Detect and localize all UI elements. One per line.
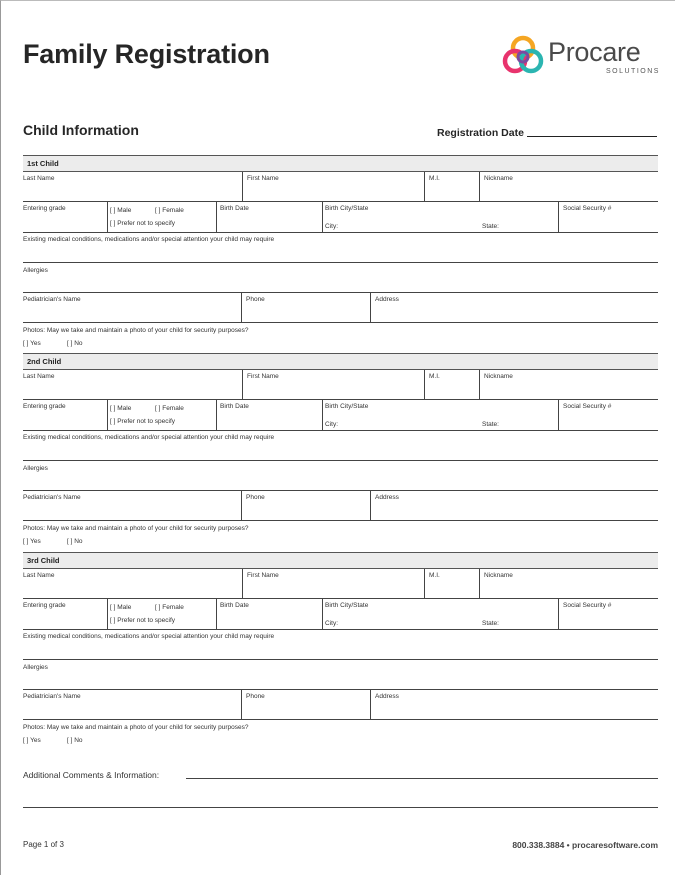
pediatrician-row	[23, 690, 658, 720]
birth-date-field[interactable]	[216, 202, 322, 232]
phone-field[interactable]	[241, 690, 370, 719]
pediatrician-field[interactable]	[23, 690, 241, 719]
entering-grade-label: Entering grade	[23, 602, 66, 609]
child-label: 2nd Child	[27, 357, 62, 366]
first-name-label: First Name	[247, 373, 279, 380]
address-label: Address	[375, 296, 399, 303]
first-name-field[interactable]	[242, 370, 424, 399]
photos-yes-checkbox[interactable]: [ ] Yes	[23, 538, 41, 545]
grade-row	[23, 202, 658, 233]
page-number: Page 1 of 3	[23, 840, 64, 849]
state-label: State:	[482, 620, 499, 627]
city-label: City:	[325, 421, 338, 428]
medical-label: Existing medical conditions, medications and/or special attention your child may require	[23, 633, 275, 640]
ssn-field[interactable]	[558, 599, 658, 629]
entering-grade-field[interactable]	[23, 400, 107, 430]
photos-no-checkbox[interactable]: [ ] No	[67, 340, 83, 347]
ssn-field[interactable]	[558, 202, 658, 232]
last-name-field[interactable]	[23, 172, 242, 201]
photos-yes-checkbox[interactable]: [ ] Yes	[23, 340, 41, 347]
pediatrician-row	[23, 293, 658, 323]
nickname-label: Nickname	[484, 373, 513, 380]
prefer-not-checkbox[interactable]: [ ] Prefer not to specify	[110, 220, 176, 227]
female-checkbox[interactable]: [ ] Female	[155, 207, 184, 214]
photos-yes-checkbox[interactable]: [ ] Yes	[23, 737, 41, 744]
child-label: 1st Child	[27, 159, 59, 168]
entering-grade-field[interactable]	[23, 202, 107, 232]
state-label: State:	[482, 421, 499, 428]
address-label: Address	[375, 494, 399, 501]
birth-city-state-label: Birth City/State	[325, 205, 369, 212]
allergies-label: Allergies	[23, 267, 48, 274]
phone-label: Phone	[246, 296, 265, 303]
registration-date-label: Registration Date	[437, 127, 524, 139]
ssn-label: Social Security #	[563, 403, 612, 410]
state-label: State:	[482, 223, 499, 230]
photos-no-checkbox[interactable]: [ ] No	[67, 538, 83, 545]
comments-field-line-2[interactable]	[23, 807, 658, 808]
mi-field[interactable]	[424, 370, 479, 399]
mi-label: M.I.	[429, 373, 440, 380]
birth-city-state-field[interactable]	[322, 400, 558, 430]
birth-date-field[interactable]	[216, 599, 322, 629]
birth-date-label: Birth Date	[220, 602, 249, 609]
male-checkbox[interactable]: [ ] Male	[110, 604, 132, 611]
allergies-row[interactable]	[23, 263, 658, 293]
name-row	[23, 569, 658, 599]
photos-label: Photos: May we take and maintain a photo of your child for security purposes?	[23, 525, 249, 532]
phone-label: Phone	[246, 693, 265, 700]
birth-city-state-field[interactable]	[322, 202, 558, 232]
pediatrician-field[interactable]	[23, 293, 241, 322]
male-checkbox[interactable]: [ ] Male	[110, 207, 132, 214]
allergies-label: Allergies	[23, 664, 48, 671]
pediatrician-label: Pediatrician's Name	[23, 494, 81, 501]
grade-row	[23, 599, 658, 630]
comments-field-line-1[interactable]	[186, 778, 658, 779]
phone-field[interactable]	[241, 293, 370, 322]
footer-contact: 800.338.3884 • procaresoftware.com	[512, 840, 658, 850]
grade-row	[23, 400, 658, 431]
phone-label: Phone	[246, 494, 265, 501]
address-field[interactable]	[370, 491, 658, 520]
female-checkbox[interactable]: [ ] Female	[155, 604, 184, 611]
medical-row[interactable]	[23, 630, 658, 660]
ssn-field[interactable]	[558, 400, 658, 430]
city-label: City:	[325, 620, 338, 627]
logo-brand: Procare	[548, 37, 641, 67]
child-header	[23, 155, 658, 172]
entering-grade-label: Entering grade	[23, 403, 66, 410]
allergies-label: Allergies	[23, 465, 48, 472]
photos-row	[23, 323, 658, 353]
first-name-field[interactable]	[242, 172, 424, 201]
page-title: Family Registration	[23, 39, 270, 69]
pediatrician-field[interactable]	[23, 491, 241, 520]
mi-label: M.I.	[429, 572, 440, 579]
ssn-label: Social Security #	[563, 205, 612, 212]
prefer-not-checkbox[interactable]: [ ] Prefer not to specify	[110, 418, 176, 425]
last-name-label: Last Name	[23, 572, 55, 579]
medical-row[interactable]	[23, 431, 658, 461]
medical-row[interactable]	[23, 233, 658, 263]
prefer-not-checkbox[interactable]: [ ] Prefer not to specify	[110, 617, 176, 624]
pediatrician-label: Pediatrician's Name	[23, 693, 81, 700]
registration-date-field[interactable]	[527, 136, 657, 137]
allergies-row[interactable]	[23, 461, 658, 491]
photos-row	[23, 720, 658, 750]
allergies-row[interactable]	[23, 660, 658, 690]
nickname-field[interactable]	[479, 370, 658, 399]
male-checkbox[interactable]: [ ] Male	[110, 405, 132, 412]
birth-date-label: Birth Date	[220, 205, 249, 212]
ssn-label: Social Security #	[563, 602, 612, 609]
entering-grade-label: Entering grade	[23, 205, 66, 212]
mi-label: M.I.	[429, 175, 440, 182]
comments-label: Additional Comments & Information:	[23, 770, 160, 780]
last-name-field[interactable]	[23, 370, 242, 399]
mi-field[interactable]	[424, 172, 479, 201]
last-name-label: Last Name	[23, 373, 55, 380]
address-label: Address	[375, 693, 399, 700]
nickname-field[interactable]	[479, 172, 658, 201]
address-field[interactable]	[370, 293, 658, 322]
pediatrician-label: Pediatrician's Name	[23, 296, 81, 303]
entering-grade-field[interactable]	[23, 599, 107, 629]
birth-city-state-label: Birth City/State	[325, 602, 369, 609]
child-header	[23, 353, 658, 370]
procare-logo	[502, 33, 662, 79]
gender-field	[107, 400, 216, 430]
first-name-field[interactable]	[242, 569, 424, 598]
birth-city-state-label: Birth City/State	[325, 403, 369, 410]
female-checkbox[interactable]: [ ] Female	[155, 405, 184, 412]
section-title: Child Information	[23, 122, 139, 138]
gender-field	[107, 202, 216, 232]
photos-no-checkbox[interactable]: [ ] No	[67, 737, 83, 744]
child-label: 3rd Child	[27, 556, 60, 565]
address-field[interactable]	[370, 690, 658, 719]
photos-row	[23, 521, 658, 551]
medical-label: Existing medical conditions, medications and/or special attention your child may require	[23, 236, 275, 243]
city-label: City:	[325, 223, 338, 230]
mi-field[interactable]	[424, 569, 479, 598]
logo-sub: SOLUTIONS	[606, 68, 660, 75]
nickname-label: Nickname	[484, 572, 513, 579]
pediatrician-row	[23, 491, 658, 521]
nickname-field[interactable]	[479, 569, 658, 598]
photos-label: Photos: May we take and maintain a photo of your child for security purposes?	[23, 724, 249, 731]
procare-rings-icon	[502, 35, 544, 77]
name-row	[23, 370, 658, 400]
first-name-label: First Name	[247, 175, 279, 182]
gender-field	[107, 599, 216, 629]
last-name-field[interactable]	[23, 569, 242, 598]
birth-date-label: Birth Date	[220, 403, 249, 410]
photos-label: Photos: May we take and maintain a photo of your child for security purposes?	[23, 327, 249, 334]
first-name-label: First Name	[247, 572, 279, 579]
medical-label: Existing medical conditions, medications and/or special attention your child may require	[23, 434, 275, 441]
birth-city-state-field[interactable]	[322, 599, 558, 629]
phone-field[interactable]	[241, 491, 370, 520]
name-row	[23, 172, 658, 202]
birth-date-field[interactable]	[216, 400, 322, 430]
last-name-label: Last Name	[23, 175, 55, 182]
nickname-label: Nickname	[484, 175, 513, 182]
child-header	[23, 552, 658, 569]
